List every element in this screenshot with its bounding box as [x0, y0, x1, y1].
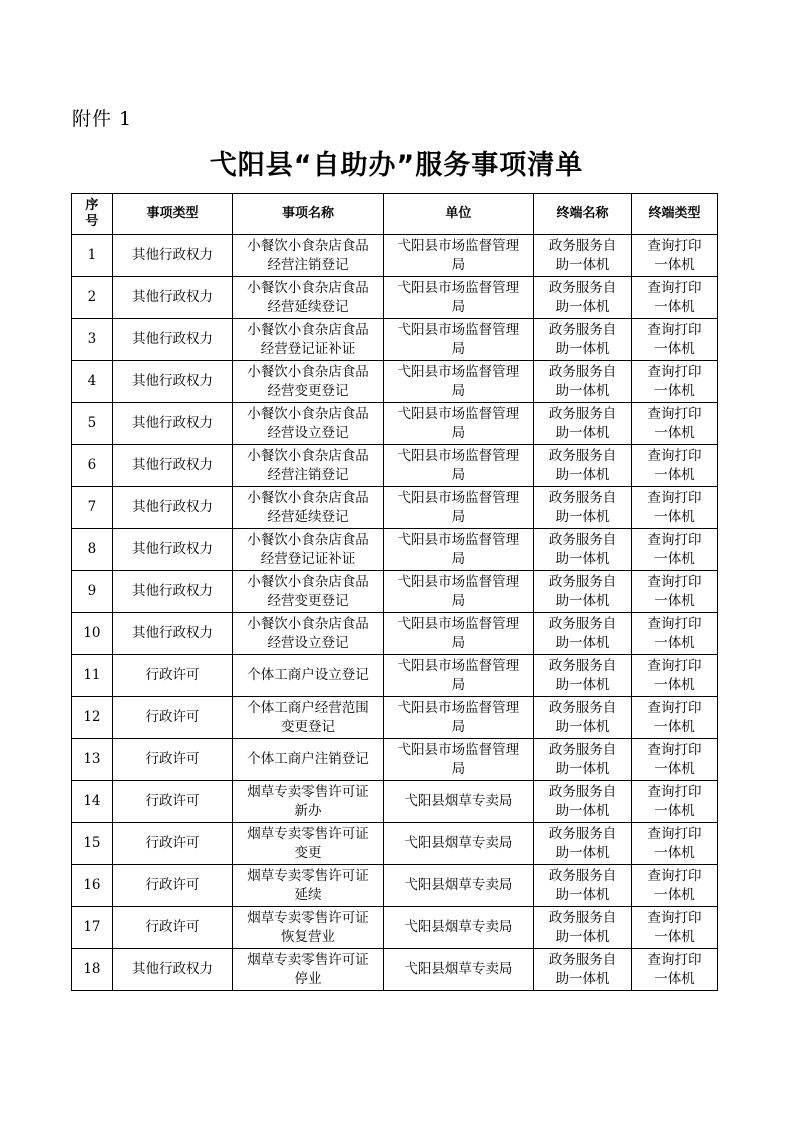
- table-row: [72, 697, 718, 739]
- cell-terminal-name: 政务服务自助一体机: [534, 529, 632, 571]
- cell-no: 15: [72, 823, 113, 865]
- cell-terminal-type: 查询打印一体机: [631, 445, 717, 487]
- attachment-label: 附件 1: [72, 108, 133, 130]
- cell-item-type: 行政许可: [112, 823, 232, 865]
- cell-unit: 弋阳县市场监督管理局: [383, 319, 533, 361]
- table-row: [72, 235, 718, 277]
- cell-terminal-type: 查询打印一体机: [631, 361, 717, 403]
- cell-item-name: 小餐饮小食杂店食品经营延续登记: [233, 487, 383, 529]
- cell-no: 3: [72, 319, 113, 361]
- cell-terminal-name: 政务服务自助一体机: [534, 823, 632, 865]
- table-row: [72, 865, 718, 907]
- cell-terminal-type: 查询打印一体机: [631, 235, 717, 277]
- cell-no: 6: [72, 445, 113, 487]
- cell-item-name: 小餐饮小食杂店食品经营设立登记: [233, 403, 383, 445]
- cell-unit: 弋阳县烟草专卖局: [383, 823, 533, 865]
- cell-no: 14: [72, 781, 113, 823]
- cell-terminal-name: 政务服务自助一体机: [534, 697, 632, 739]
- cell-item-name: 个体工商户注销登记: [233, 739, 383, 781]
- cell-terminal-name: 政务服务自助一体机: [534, 361, 632, 403]
- page-title: 弋阳县“自助办”服务事项清单: [209, 150, 584, 181]
- cell-terminal-type: 查询打印一体机: [631, 739, 717, 781]
- cell-item-name: 小餐饮小食杂店食品经营变更登记: [233, 361, 383, 403]
- cell-terminal-type: 查询打印一体机: [631, 781, 717, 823]
- cell-terminal-type: 查询打印一体机: [631, 487, 717, 529]
- cell-no: 8: [72, 529, 113, 571]
- cell-terminal-type: 查询打印一体机: [631, 277, 717, 319]
- cell-item-type: 其他行政权力: [112, 403, 232, 445]
- cell-terminal-name: 政务服务自助一体机: [534, 907, 632, 949]
- table-row: [72, 361, 718, 403]
- cell-item-type: 其他行政权力: [112, 487, 232, 529]
- table-body: [72, 235, 718, 991]
- cell-terminal-type: 查询打印一体机: [631, 571, 717, 613]
- cell-unit: 弋阳县市场监督管理局: [383, 235, 533, 277]
- table-row: [72, 445, 718, 487]
- cell-item-name: 小餐饮小食杂店食品经营注销登记: [233, 235, 383, 277]
- cell-no: 5: [72, 403, 113, 445]
- header-item-type: 事项类型: [112, 194, 232, 235]
- cell-unit: 弋阳县市场监督管理局: [383, 571, 533, 613]
- cell-item-name: 个体工商户经营范围变更登记: [233, 697, 383, 739]
- cell-terminal-name: 政务服务自助一体机: [534, 655, 632, 697]
- cell-unit: 弋阳县市场监督管理局: [383, 361, 533, 403]
- header-terminal-name: 终端名称: [534, 194, 632, 235]
- cell-unit: 弋阳县市场监督管理局: [383, 613, 533, 655]
- cell-no: 16: [72, 865, 113, 907]
- cell-terminal-type: 查询打印一体机: [631, 907, 717, 949]
- cell-terminal-name: 政务服务自助一体机: [534, 319, 632, 361]
- cell-item-type: 行政许可: [112, 697, 232, 739]
- cell-no: 2: [72, 277, 113, 319]
- cell-terminal-type: 查询打印一体机: [631, 823, 717, 865]
- cell-item-type: 其他行政权力: [112, 445, 232, 487]
- cell-item-name: 小餐饮小食杂店食品经营注销登记: [233, 445, 383, 487]
- cell-terminal-name: 政务服务自助一体机: [534, 739, 632, 781]
- cell-item-type: 行政许可: [112, 907, 232, 949]
- table-row: [72, 949, 718, 991]
- cell-item-type: 其他行政权力: [112, 235, 232, 277]
- cell-item-type: 其他行政权力: [112, 571, 232, 613]
- header-no: 序号: [72, 194, 113, 235]
- cell-terminal-type: 查询打印一体机: [631, 865, 717, 907]
- cell-terminal-type: 查询打印一体机: [631, 319, 717, 361]
- cell-unit: 弋阳县市场监督管理局: [383, 403, 533, 445]
- table-row: [72, 571, 718, 613]
- cell-item-type: 行政许可: [112, 739, 232, 781]
- cell-item-type: 行政许可: [112, 781, 232, 823]
- cell-terminal-type: 查询打印一体机: [631, 403, 717, 445]
- table-row: [72, 907, 718, 949]
- header-terminal-type: 终端类型: [631, 194, 717, 235]
- cell-terminal-type: 查询打印一体机: [631, 655, 717, 697]
- cell-terminal-type: 查询打印一体机: [631, 697, 717, 739]
- cell-unit: 弋阳县市场监督管理局: [383, 487, 533, 529]
- cell-terminal-name: 政务服务自助一体机: [534, 613, 632, 655]
- cell-no: 4: [72, 361, 113, 403]
- cell-item-type: 其他行政权力: [112, 613, 232, 655]
- table-row: [72, 781, 718, 823]
- cell-item-name: 烟草专卖零售许可证变更: [233, 823, 383, 865]
- cell-item-type: 其他行政权力: [112, 949, 232, 991]
- cell-item-type: 其他行政权力: [112, 529, 232, 571]
- cell-no: 11: [72, 655, 113, 697]
- cell-item-type: 行政许可: [112, 655, 232, 697]
- cell-terminal-name: 政务服务自助一体机: [534, 445, 632, 487]
- cell-unit: 弋阳县市场监督管理局: [383, 655, 533, 697]
- cell-terminal-name: 政务服务自助一体机: [534, 277, 632, 319]
- table-row: [72, 655, 718, 697]
- cell-terminal-name: 政务服务自助一体机: [534, 487, 632, 529]
- cell-item-type: 其他行政权力: [112, 319, 232, 361]
- cell-terminal-name: 政务服务自助一体机: [534, 403, 632, 445]
- cell-no: 13: [72, 739, 113, 781]
- cell-terminal-name: 政务服务自助一体机: [534, 235, 632, 277]
- table-row: [72, 277, 718, 319]
- cell-item-name: 小餐饮小食杂店食品经营变更登记: [233, 571, 383, 613]
- cell-no: 1: [72, 235, 113, 277]
- table-row: [72, 823, 718, 865]
- cell-unit: 弋阳县烟草专卖局: [383, 907, 533, 949]
- cell-terminal-type: 查询打印一体机: [631, 529, 717, 571]
- cell-terminal-name: 政务服务自助一体机: [534, 949, 632, 991]
- service-items-table: [71, 193, 718, 991]
- table-row: [72, 487, 718, 529]
- table-row: [72, 613, 718, 655]
- header-item-name: 事项名称: [233, 194, 383, 235]
- cell-item-name: 烟草专卖零售许可证停业: [233, 949, 383, 991]
- table-row: [72, 739, 718, 781]
- cell-terminal-name: 政务服务自助一体机: [534, 571, 632, 613]
- cell-no: 10: [72, 613, 113, 655]
- cell-terminal-type: 查询打印一体机: [631, 613, 717, 655]
- cell-no: 17: [72, 907, 113, 949]
- table-row: [72, 529, 718, 571]
- cell-terminal-name: 政务服务自助一体机: [534, 781, 632, 823]
- cell-no: 7: [72, 487, 113, 529]
- cell-item-type: 其他行政权力: [112, 277, 232, 319]
- cell-item-type: 其他行政权力: [112, 361, 232, 403]
- cell-item-name: 个体工商户设立登记: [233, 655, 383, 697]
- header-unit: 单位: [383, 194, 533, 235]
- cell-item-name: 烟草专卖零售许可证恢复营业: [233, 907, 383, 949]
- table-row: [72, 319, 718, 361]
- cell-item-type: 行政许可: [112, 865, 232, 907]
- cell-unit: 弋阳县市场监督管理局: [383, 529, 533, 571]
- cell-item-name: 小餐饮小食杂店食品经营登记证补证: [233, 529, 383, 571]
- cell-unit: 弋阳县烟草专卖局: [383, 781, 533, 823]
- cell-item-name: 烟草专卖零售许可证延续: [233, 865, 383, 907]
- cell-unit: 弋阳县市场监督管理局: [383, 445, 533, 487]
- cell-no: 18: [72, 949, 113, 991]
- cell-no: 12: [72, 697, 113, 739]
- cell-item-name: 小餐饮小食杂店食品经营登记证补证: [233, 319, 383, 361]
- cell-unit: 弋阳县烟草专卖局: [383, 949, 533, 991]
- cell-no: 9: [72, 571, 113, 613]
- cell-unit: 弋阳县市场监督管理局: [383, 697, 533, 739]
- table-header-row: [72, 194, 718, 235]
- cell-unit: 弋阳县市场监督管理局: [383, 739, 533, 781]
- cell-unit: 弋阳县市场监督管理局: [383, 277, 533, 319]
- cell-item-name: 小餐饮小食杂店食品经营设立登记: [233, 613, 383, 655]
- cell-item-name: 烟草专卖零售许可证新办: [233, 781, 383, 823]
- table-row: [72, 403, 718, 445]
- cell-unit: 弋阳县烟草专卖局: [383, 865, 533, 907]
- cell-item-name: 小餐饮小食杂店食品经营延续登记: [233, 277, 383, 319]
- cell-terminal-name: 政务服务自助一体机: [534, 865, 632, 907]
- cell-terminal-type: 查询打印一体机: [631, 949, 717, 991]
